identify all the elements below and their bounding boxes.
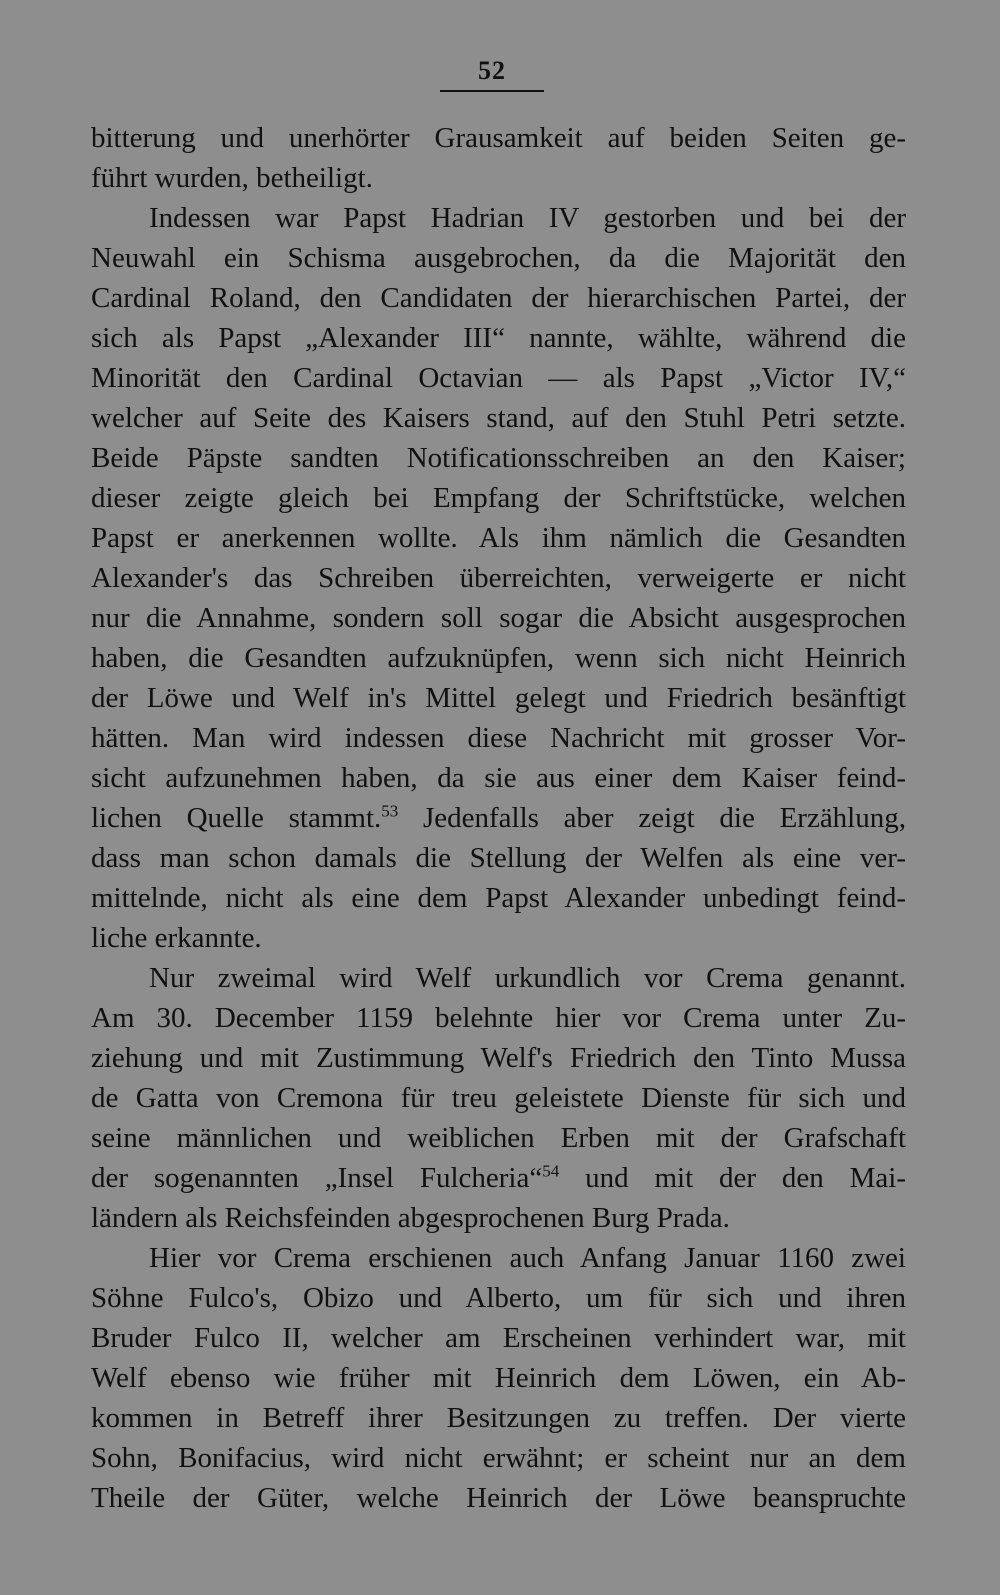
text-line <box>91 1318 906 1358</box>
text-line <box>91 1438 906 1478</box>
line-text: Neuwahl ein Schisma ausgebrochen, da die Majorität den <box>91 242 906 274</box>
line-text: Cardinal Roland, den Candidaten der hierarchischen Partei, der <box>91 282 906 314</box>
text-line <box>91 358 906 398</box>
line-text: seine männlichen und weiblichen Erben mit der Grafschaft <box>91 1122 906 1154</box>
line-text: liche erkannte. <box>91 922 262 954</box>
text-line <box>91 718 906 758</box>
line-text: der sogenannten „Insel Fulcheria“ <box>91 1162 543 1194</box>
line-text: Sohn, Bonifacius, wird nicht erwähnt; er scheint nur an dem <box>91 1442 906 1474</box>
line-text: sich als Papst „Alexander III“ nannte, wählte, während die <box>91 322 906 354</box>
line-text: sicht aufzunehmen haben, da sie aus einer dem Kaiser feind- <box>91 762 906 794</box>
text-line <box>91 958 906 998</box>
text-line <box>91 318 906 358</box>
line-text: Beide Päpste sandten Notificationsschreiben an den Kaiser; <box>91 442 906 474</box>
line-text: haben, die Gesandten aufzuknüpfen, wenn sich nicht Heinrich <box>91 642 906 674</box>
footnote-marker: 53 <box>381 801 399 821</box>
line-text: bitterung und unerhörter Grausamkeit auf beiden Seiten ge- <box>91 122 906 154</box>
text-line <box>91 398 906 438</box>
line-text: nur die Annahme, sondern soll sogar die Absicht ausgesprochen <box>91 602 906 634</box>
text-line <box>91 878 906 918</box>
line-text: Söhne Fulco's, Obizo und Alberto, um für sich und ihren <box>91 1282 906 1314</box>
text-line <box>91 678 906 718</box>
text-line <box>91 198 906 238</box>
text-line <box>91 1398 906 1438</box>
line-text: führt wurden, betheiligt. <box>91 162 373 194</box>
text-line <box>91 438 906 478</box>
text-line <box>91 798 906 838</box>
text-line <box>91 158 906 198</box>
text-line <box>91 1038 906 1078</box>
line-text: Bruder Fulco II, welcher am Erscheinen verhindert war, mit <box>91 1322 906 1354</box>
line-text: welcher auf Seite des Kaisers stand, auf den Stuhl Petri setzte. <box>91 402 906 434</box>
text-line <box>91 118 906 158</box>
footnote-marker: 54 <box>542 1161 560 1181</box>
text-line <box>91 478 906 518</box>
line-text: ziehung und mit Zustimmung Welf's Friedrich den Tinto Mussa <box>91 1042 906 1074</box>
text-line <box>91 598 906 638</box>
line-text: kommen in Betreff ihrer Besitzungen zu treffen. Der vierte <box>91 1402 906 1434</box>
line-text-continued: und mit der den Mai- <box>559 1162 906 1194</box>
text-line <box>91 1158 906 1198</box>
text-line <box>91 1078 906 1118</box>
text-line <box>91 1478 906 1518</box>
line-text: Theile der Güter, welche Heinrich der Löwe beanspruchte <box>91 1482 906 1514</box>
text-line <box>91 558 906 598</box>
text-line <box>91 758 906 798</box>
text-line <box>91 1238 906 1278</box>
line-text: Nur zweimal wird Welf urkundlich vor Crema genannt. <box>149 962 906 994</box>
text-line <box>91 1358 906 1398</box>
line-text: Am 30. December 1159 belehnte hier vor Crema unter Zu- <box>91 1002 906 1034</box>
line-text: Papst er anerkennen wollte. Als ihm nämlich die Gesandten <box>91 522 906 554</box>
line-text: dieser zeigte gleich bei Empfang der Schriftstücke, welchen <box>91 482 906 514</box>
text-line <box>91 638 906 678</box>
text-line <box>91 1278 906 1318</box>
text-line <box>91 998 906 1038</box>
line-text: ländern als Reichsfeinden abgesprochenen Burg Prada. <box>91 1202 730 1234</box>
line-text: lichen Quelle stammt. <box>91 802 382 834</box>
page-header <box>440 56 544 86</box>
text-line <box>91 918 906 958</box>
line-text: Welf ebenso wie früher mit Heinrich dem Löwen, ein Ab- <box>91 1362 906 1394</box>
line-text: dass man schon damals die Stellung der Welfen als eine ver- <box>91 842 906 874</box>
text-line <box>91 1118 906 1158</box>
line-text: der Löwe und Welf in's Mittel gelegt und Friedrich besänftigt <box>91 682 906 714</box>
text-line <box>91 278 906 318</box>
line-text: Minorität den Cardinal Octavian — als Papst „Victor IV,“ <box>91 362 906 394</box>
text-line <box>91 838 906 878</box>
line-text: Indessen war Papst Hadrian IV gestorben und bei der <box>149 202 906 234</box>
header-rule <box>440 90 544 92</box>
line-text: Alexander's das Schreiben überreichten, verweigerte er nicht <box>91 562 906 594</box>
text-line <box>91 518 906 558</box>
text-line <box>91 238 906 278</box>
line-text: Hier vor Crema erschienen auch Anfang Januar 1160 zwei <box>149 1242 906 1274</box>
body-text <box>91 118 906 1518</box>
line-text: hätten. Man wird indessen diese Nachricht mit grosser Vor- <box>91 722 906 754</box>
text-line <box>91 1198 906 1238</box>
line-text: mittelnde, nicht als eine dem Papst Alexander unbedingt feind- <box>91 882 906 914</box>
line-text: de Gatta von Cremona für treu geleistete Dienste für sich und <box>91 1082 906 1114</box>
page-number: 52 <box>478 56 506 85</box>
line-text-continued: Jedenfalls aber zeigt die Erzählung, <box>398 802 906 834</box>
